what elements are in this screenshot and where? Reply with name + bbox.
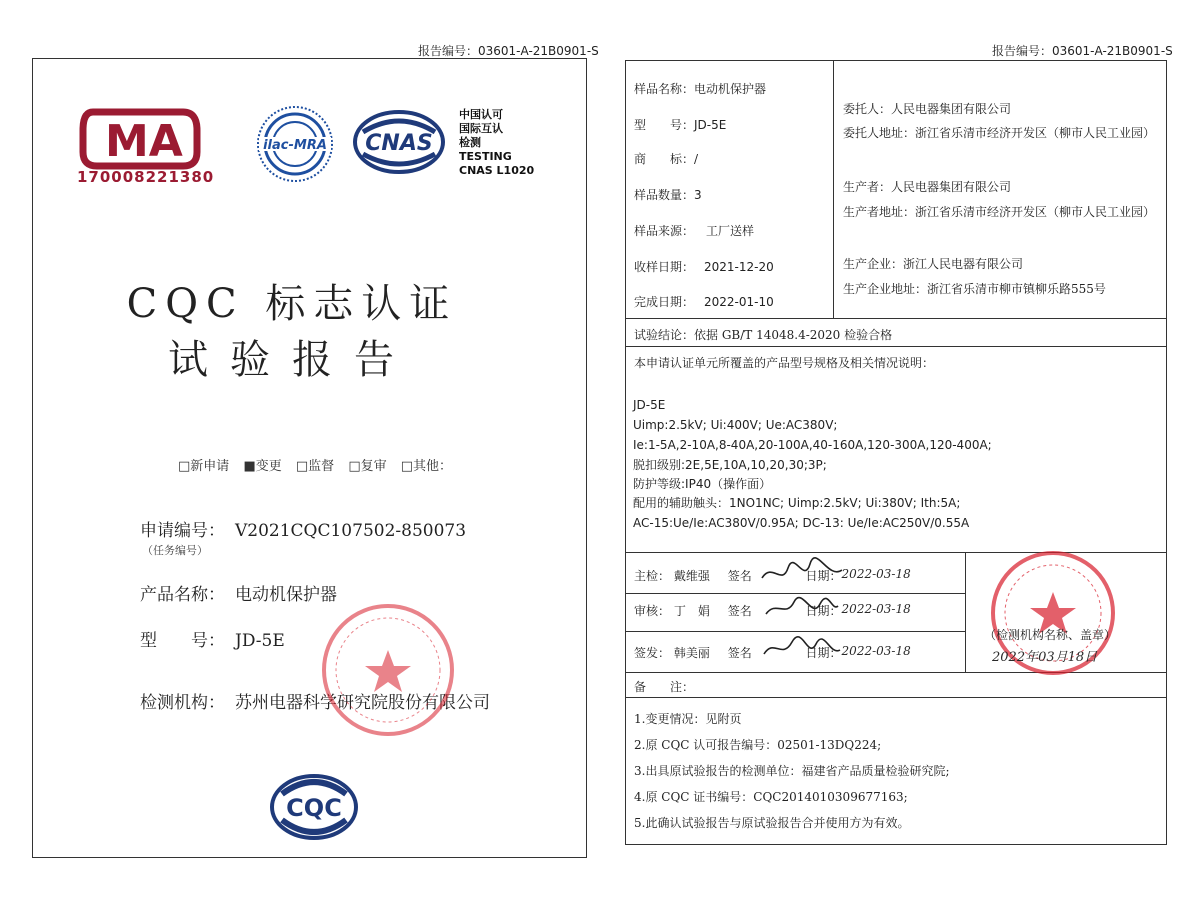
date-label: 日期： xyxy=(805,569,842,583)
accreditation-logos xyxy=(75,100,555,200)
date: 2022-03-18 xyxy=(841,602,911,616)
cnas-logo xyxy=(353,110,445,174)
rule xyxy=(625,697,1167,698)
value: 浙江省乐清市经济开发区（柳市人民工业园） xyxy=(915,126,1156,140)
value: 2021-12-20 xyxy=(704,260,774,274)
cma-text: MA xyxy=(105,116,183,167)
rule xyxy=(625,346,1167,347)
value: 浙江省乐清市柳市镇柳乐路555号 xyxy=(927,282,1106,296)
note-item: 2.原 CQC 认可报告编号：02501-13DQ224; xyxy=(634,738,882,752)
trademark-row xyxy=(634,150,698,167)
option-other: □其他： xyxy=(400,459,453,474)
model-field xyxy=(140,626,285,651)
spec-line: 脱扣级别:2E,5E,10A,10,20,30;3P; xyxy=(633,458,827,472)
label: 委托人： xyxy=(843,102,892,116)
value: 人民电器集团有限公司 xyxy=(891,102,1012,116)
label: 样品数量： xyxy=(634,188,695,202)
report-number: 报告编号：03601-A-21B0901-S xyxy=(418,44,599,58)
label: 完成日期： xyxy=(634,295,695,309)
name: 韩美丽 xyxy=(673,646,710,660)
label: 样品来源： xyxy=(634,224,695,238)
report-title-line2: 试验报告 xyxy=(168,337,416,383)
value: 浙江人民电器有限公司 xyxy=(903,257,1024,271)
label: 委托人地址： xyxy=(843,126,916,140)
cnas-line: 国际互认 xyxy=(459,122,503,135)
model-value: JD-5E xyxy=(235,631,285,651)
option-new: □新申请 xyxy=(178,459,230,474)
value: 人民电器集团有限公司 xyxy=(891,180,1012,194)
option-review: □复审 xyxy=(348,459,387,474)
value: / xyxy=(694,152,699,166)
label: 商 标： xyxy=(634,152,695,166)
ilac-mra-logo xyxy=(255,104,335,184)
spec-line: JD-5E xyxy=(633,398,666,412)
producer-address-row xyxy=(843,203,1155,220)
cnas-line: 检测 xyxy=(459,136,481,149)
cnas-line: CNAS L1020 xyxy=(459,164,535,177)
client-address-row xyxy=(843,124,1155,141)
test-conclusion: 试验结论：依据 GB/T 14048.4-2020 检验合格 xyxy=(634,328,893,342)
label: 生产企业地址： xyxy=(843,282,928,296)
product-name-field xyxy=(140,580,337,605)
spec-line: Ie:1-5A,2-10A,8-40A,20-100A,40-160A,120-300A,120-400A; xyxy=(633,438,992,452)
product-name-value: 电动机保护器 xyxy=(235,585,337,605)
note-item: 1.变更情况：见附页 xyxy=(634,712,742,726)
quantity-row xyxy=(634,186,702,203)
option-supervision: □监督 xyxy=(295,459,335,474)
application-no-label: 申请编号： xyxy=(140,521,225,541)
value: 工厂送样 xyxy=(706,224,755,238)
sample-name-row xyxy=(634,80,766,97)
cnas-line: TESTING xyxy=(459,150,512,163)
producer-row xyxy=(843,178,1011,195)
received-row xyxy=(634,258,774,275)
date: 2022-03-18 xyxy=(841,644,911,658)
ilac-text: ilac-MRA xyxy=(263,138,327,153)
cqc-logo xyxy=(268,772,360,842)
cnas-line: 中国认可 xyxy=(459,108,503,121)
sign-label: 签名 xyxy=(727,569,752,583)
spec-line: 配用的辅助触头：1NO1NC; Uimp:2.5kV; Ui:380V; Ith:5A; xyxy=(633,496,961,510)
rule xyxy=(833,60,834,318)
report-number: 报告编号：03601-A-21B0901-S xyxy=(992,44,1173,58)
role: 签发： xyxy=(634,646,671,660)
application-no-value: V2021CQC107502-850073 xyxy=(235,521,467,541)
model-row xyxy=(634,116,726,133)
cnas-caption xyxy=(459,108,534,178)
application-type-options xyxy=(178,455,462,474)
label: 生产企业： xyxy=(843,257,904,271)
role: 审核： xyxy=(634,604,671,618)
value: 2022-01-10 xyxy=(704,295,774,309)
spec-line: Uimp:2.5kV; Ui:400V; Ue:AC380V; xyxy=(633,418,838,432)
product-name-label: 产品名称： xyxy=(140,585,225,605)
report-title-line1: CQC 标志认证 xyxy=(126,281,458,327)
date: 2022-03-18 xyxy=(841,567,911,581)
spec-line: 防护等级:IP40（操作面） xyxy=(633,477,772,491)
label: 收样日期： xyxy=(634,260,695,274)
date-label: 日期： xyxy=(805,646,842,660)
cma-number: 170008221380 xyxy=(77,168,215,186)
institution-seal xyxy=(318,600,458,740)
option-change: ■变更 xyxy=(243,459,282,474)
handwritten-signature xyxy=(758,556,848,666)
notes-label: 备 注： xyxy=(634,680,695,694)
label: 型 号： xyxy=(634,118,695,132)
date-label: 日期： xyxy=(805,604,842,618)
factory-row xyxy=(843,255,1023,272)
value: 3 xyxy=(694,188,702,202)
factory-address-row xyxy=(843,280,1106,297)
label: 生产者地址： xyxy=(843,205,916,219)
application-no-field xyxy=(140,516,466,541)
coverage-title: 本申请认证单元所覆盖的产品型号规格及相关情况说明： xyxy=(634,356,935,370)
task-no-label: （任务编号） xyxy=(142,544,208,557)
source-row xyxy=(634,222,754,239)
completed-row xyxy=(634,293,774,310)
name: 丁 娟 xyxy=(673,604,710,618)
seal-caption: （检测机构名称、盖章） xyxy=(984,628,1117,642)
spec-line: AC-15:Ue/Ie:AC380V/0.95A; DC-13: Ue/Ie:AC250V/0.55A xyxy=(633,516,970,530)
seal-date: 2022年03月18日 xyxy=(992,650,1098,665)
name: 戴维强 xyxy=(673,569,710,583)
note-item: 3.出具原试验报告的检测单位：福建省产品质量检验研究院; xyxy=(634,764,950,778)
label: 样品名称： xyxy=(634,82,695,96)
sign-label: 签名 xyxy=(727,604,752,618)
value: 浙江省乐清市经济开发区（柳市人民工业园） xyxy=(915,205,1156,219)
label: 生产者： xyxy=(843,180,892,194)
model-label: 型 号： xyxy=(140,631,225,651)
note-item: 4.原 CQC 证书编号：CQC2014010309677163; xyxy=(634,790,908,804)
lab-label: 检测机构： xyxy=(140,693,225,713)
sign-label: 签名 xyxy=(727,646,752,660)
rule xyxy=(625,318,1167,319)
value: 电动机保护器 xyxy=(694,82,767,96)
role: 主检： xyxy=(634,569,671,583)
client-row xyxy=(843,100,1011,117)
cqc-logo-text: CQC xyxy=(286,794,342,822)
value: JD-5E xyxy=(694,118,727,132)
cnas-text: CNAS xyxy=(365,131,433,156)
note-item: 5.此确认试验报告与原试验报告合并使用方为有效。 xyxy=(634,816,910,830)
lab-value: 苏州电器科学研究院股份有限公司 xyxy=(235,693,490,713)
rule xyxy=(965,552,966,672)
